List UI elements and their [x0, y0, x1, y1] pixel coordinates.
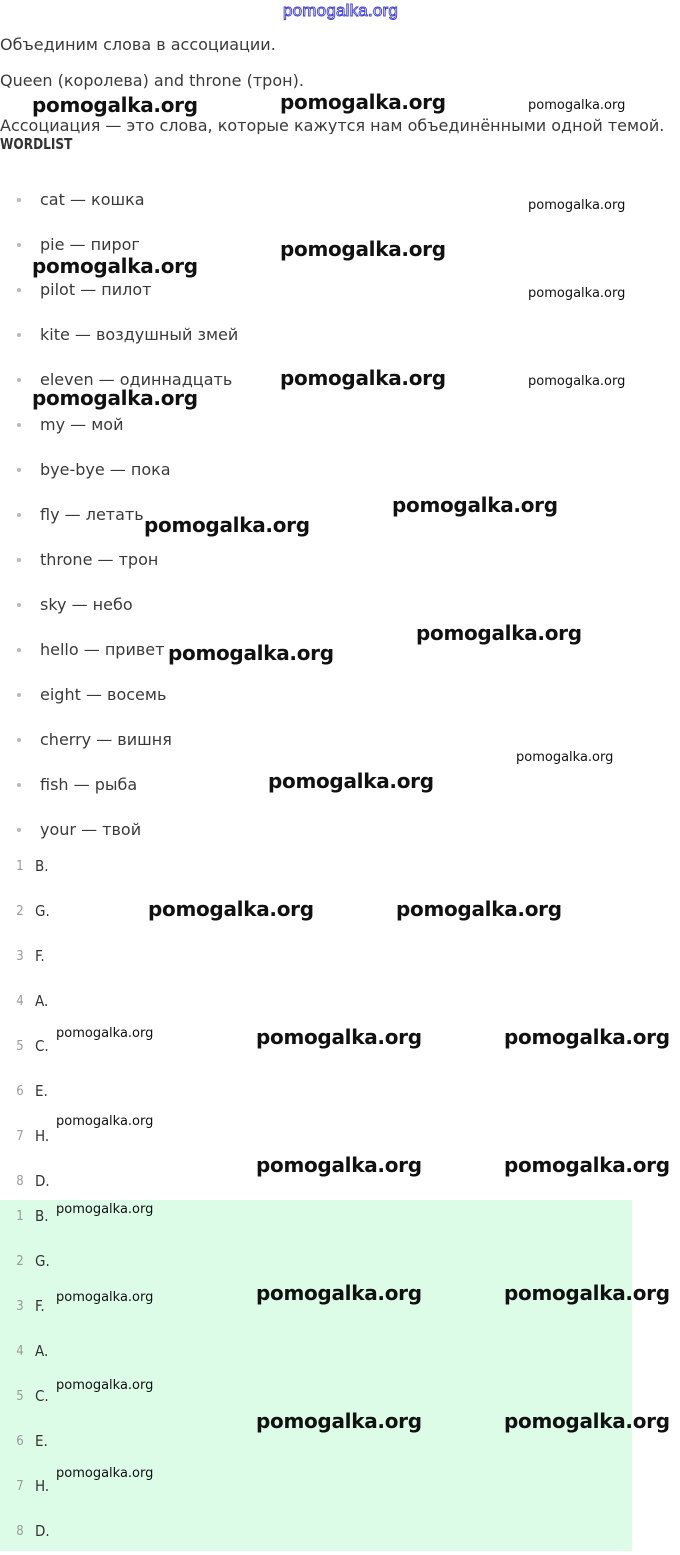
answer-row: [0, 1070, 400, 1115]
intro-line-3: Ассоциация — это слова, которые кажутся нам объединёнными одной темой.: [0, 116, 665, 134]
watermark: pomogalka.org: [56, 1378, 154, 1393]
answer-value: B.: [35, 1207, 49, 1225]
list-item-text: cat — кошка: [40, 190, 145, 209]
answer-row: [0, 1330, 400, 1375]
bullet-icon: [17, 288, 21, 292]
watermark: pomogalka.org: [56, 1202, 154, 1217]
watermark: pomogalka.org: [528, 198, 626, 213]
watermark: pomogalka.org: [392, 493, 558, 517]
list-item-text: throne — трон: [40, 550, 159, 569]
watermark: pomogalka.org: [416, 621, 582, 645]
list-item: [0, 718, 400, 763]
answer-number: 2: [16, 1254, 24, 1269]
answer-row: [0, 980, 400, 1025]
watermark: pomogalka.org: [56, 1026, 154, 1041]
list-item-text: my — мой: [40, 415, 124, 434]
watermark: pomogalka.org: [256, 1409, 422, 1433]
watermark: pomogalka.org: [256, 1025, 422, 1049]
answer-number: 7: [16, 1129, 24, 1144]
list-item-text: pie — пирог: [40, 235, 140, 254]
watermark: pomogalka.org: [280, 90, 446, 114]
bullet-icon: [17, 558, 21, 562]
watermark: pomogalka.org: [256, 1281, 422, 1305]
watermark: pomogalka.org: [168, 641, 334, 665]
answer-number: 8: [16, 1524, 24, 1539]
watermark: pomogalka.org: [32, 386, 198, 410]
answer-number: 8: [16, 1174, 24, 1189]
list-item: [0, 448, 400, 493]
bullet-icon: [17, 783, 21, 787]
bullet-icon: [17, 738, 21, 742]
bullet-icon: [17, 198, 21, 202]
bullet-icon: [17, 513, 21, 517]
list-item-text: kite — воздушный змей: [40, 325, 239, 344]
answer-value: F.: [35, 1297, 45, 1315]
watermark: pomogalka.org: [528, 374, 626, 389]
answer-number: 2: [16, 904, 24, 919]
answer-value: E.: [35, 1082, 48, 1100]
list-item: [0, 313, 400, 358]
answer-value: C.: [35, 1037, 49, 1055]
bullet-icon: [17, 828, 21, 832]
answer-value: G.: [35, 1252, 50, 1270]
watermark: pomogalka.org: [516, 750, 614, 765]
answer-number: 1: [16, 859, 24, 874]
answer-number: 4: [16, 994, 24, 1009]
watermark: pomogalka.org: [268, 769, 434, 793]
watermark: pomogalka.org: [56, 1466, 154, 1481]
list-item-text: pilot — пилот: [40, 280, 152, 299]
list-item-text: eight — восемь: [40, 685, 167, 704]
watermark: pomogalka.org: [396, 897, 562, 921]
watermark: pomogalka.org: [144, 513, 310, 537]
bullet-icon: [17, 243, 21, 247]
answer-number: 3: [16, 949, 24, 964]
watermark: pomogalka.org: [32, 93, 198, 117]
answer-value: B.: [35, 857, 49, 875]
site-link[interactable]: pomogalka.org: [283, 1, 399, 20]
bullet-icon: [17, 468, 21, 472]
list-item-text: fly — летать: [40, 505, 144, 524]
bullet-icon: [17, 378, 21, 382]
answer-number: 5: [16, 1039, 24, 1054]
bullet-icon: [17, 603, 21, 607]
answer-row: [0, 845, 400, 890]
bullet-icon: [17, 333, 21, 337]
answer-row: [0, 1510, 400, 1555]
answer-value: A.: [35, 992, 49, 1010]
watermark: pomogalka.org: [504, 1409, 670, 1433]
answer-value: E.: [35, 1432, 48, 1450]
answer-value: G.: [35, 902, 50, 920]
watermark: pomogalka.org: [56, 1290, 154, 1305]
answer-number: 6: [16, 1084, 24, 1099]
answer-row: [0, 1240, 400, 1285]
list-item-text: bye-bye — пока: [40, 460, 171, 479]
watermark: pomogalka.org: [256, 1153, 422, 1177]
answer-value: H.: [35, 1477, 50, 1495]
list-item-text: hello — привет: [40, 640, 165, 659]
list-item-text: fish — рыба: [40, 775, 138, 794]
answer-value: C.: [35, 1387, 49, 1405]
answer-value: F.: [35, 947, 45, 965]
bullet-icon: [17, 693, 21, 697]
list-item: [0, 673, 400, 718]
answer-number: 7: [16, 1479, 24, 1494]
wordlist-title: WORDLIST: [0, 135, 73, 153]
answer-number: 4: [16, 1344, 24, 1359]
list-item-text: your — твой: [40, 820, 142, 839]
watermark: pomogalka.org: [504, 1153, 670, 1177]
watermark: pomogalka.org: [56, 1114, 154, 1129]
answer-list-checked: [0, 1200, 632, 1551]
answer-number: 6: [16, 1434, 24, 1449]
answer-value: H.: [35, 1127, 50, 1145]
list-item: [0, 538, 400, 583]
list-item-text: cherry — вишня: [40, 730, 172, 749]
answer-value: D.: [35, 1172, 50, 1190]
intro-line-2: Queen (королева) and throne (трон).: [0, 71, 304, 90]
answer-number: 3: [16, 1299, 24, 1314]
watermark: pomogalka.org: [504, 1281, 670, 1305]
watermark: pomogalka.org: [148, 897, 314, 921]
list-item: [0, 178, 400, 223]
bullet-icon: [17, 648, 21, 652]
watermark: pomogalka.org: [528, 98, 626, 113]
watermark: pomogalka.org: [32, 254, 198, 278]
answer-row: [0, 935, 400, 980]
watermark: pomogalka.org: [280, 237, 446, 261]
answer-number: 5: [16, 1389, 24, 1404]
answer-value: D.: [35, 1522, 50, 1540]
list-item: [0, 583, 400, 628]
intro-line-1: Объединим слова в ассоциации.: [0, 35, 276, 54]
bullet-icon: [17, 423, 21, 427]
list-item-text: eleven — одиннадцать: [40, 370, 233, 389]
answer-value: A.: [35, 1342, 49, 1360]
answer-number: 1: [16, 1209, 24, 1224]
watermark: pomogalka.org: [280, 366, 446, 390]
list-item-text: sky — небо: [40, 595, 133, 614]
watermark: pomogalka.org: [504, 1025, 670, 1049]
watermark: pomogalka.org: [528, 286, 626, 301]
